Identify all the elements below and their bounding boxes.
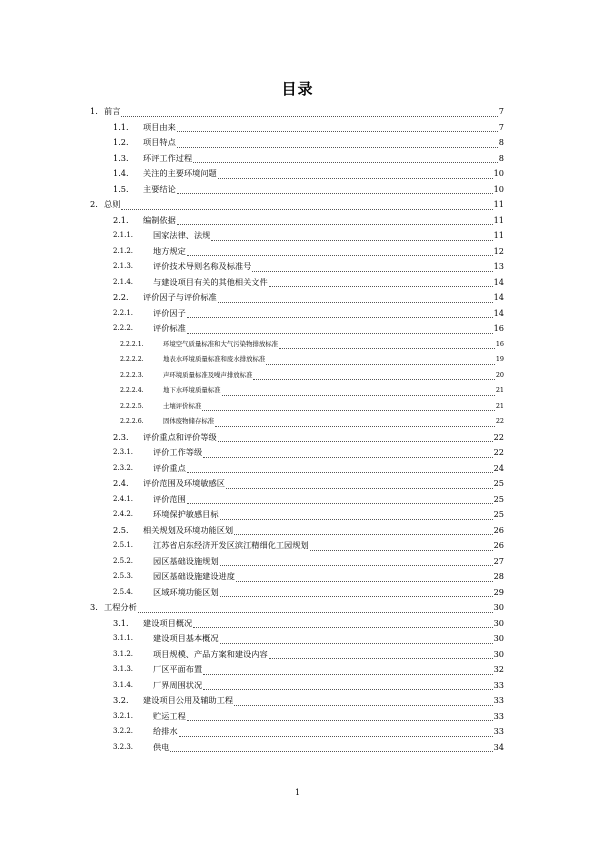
toc-entry[interactable] [90, 120, 504, 136]
toc-entry-line [153, 228, 504, 244]
dot-leader [187, 503, 493, 504]
dot-leader [220, 565, 493, 566]
toc-entry-number: 2.4.2. [113, 510, 134, 518]
toc-entry-page: 14 [493, 276, 504, 287]
dot-leader [220, 596, 493, 597]
toc-entry-label: 评价工作等级 [153, 447, 203, 457]
toc-entry[interactable] [90, 554, 504, 570]
toc-entry-line [153, 678, 504, 694]
dot-leader [218, 441, 493, 442]
toc-entry-line [153, 461, 504, 477]
dot-leader [177, 147, 498, 148]
toc-entry[interactable] [90, 182, 504, 198]
toc-entry-label: 评价因子 [153, 307, 186, 318]
table-of-contents [90, 104, 504, 755]
toc-entry-label: 环境空气质量标准和大气污染物排放标准 [163, 339, 279, 348]
toc-entry[interactable] [90, 678, 504, 694]
toc-entry[interactable] [90, 259, 504, 275]
dot-leader [310, 550, 493, 551]
toc-entry-number: 1.5. [113, 183, 129, 194]
toc-entry[interactable] [90, 507, 504, 523]
toc-entry-label: 环评工作过程 [143, 152, 193, 163]
toc-entry-number: 2.2. [113, 292, 129, 302]
dot-leader [222, 395, 495, 396]
dot-leader [203, 457, 492, 458]
toc-entry-line [153, 569, 504, 585]
toc-entry[interactable] [90, 569, 504, 585]
toc-entry-label: 环境保护敏感目标 [153, 509, 219, 519]
dot-leader [215, 426, 495, 427]
toc-entry-page: 26 [493, 540, 504, 550]
toc-entry-page: 30 [493, 602, 504, 612]
toc-entry-line [143, 523, 504, 539]
toc-entry-page: 33 [493, 695, 504, 705]
toc-entry[interactable] [90, 662, 504, 678]
toc-entry-line [163, 399, 504, 415]
toc-entry-label: 工程分析 [104, 602, 137, 612]
toc-entry-label: 评价范围 [153, 493, 186, 504]
toc-entry-line [163, 368, 504, 384]
toc-entry-page: 25 [493, 478, 504, 488]
toc-entry-number: 2.5.2. [113, 556, 134, 565]
page-number: 1 [294, 788, 301, 797]
toc-entry-page: 33 [493, 710, 504, 721]
dot-leader [202, 410, 495, 411]
toc-entry-number: 2. [90, 199, 98, 209]
toc-entry-label: 地下水环境质量标准 [163, 386, 221, 394]
toc-entry-label: 区域环境功能区划 [153, 586, 219, 597]
dot-leader [121, 209, 492, 210]
toc-entry-page: 22 [495, 417, 504, 425]
toc-entry[interactable] [90, 352, 504, 368]
toc-entry[interactable] [90, 600, 504, 616]
toc-entry-label: 建设项目基本概况 [153, 633, 219, 643]
toc-entry-label: 总则 [104, 199, 121, 209]
toc-entry-line [153, 709, 504, 725]
toc-entry-line [153, 275, 504, 291]
toc-entry-number: 1.2. [113, 137, 129, 147]
toc-entry-line [104, 600, 504, 616]
toc-entry-number: 3.1.4. [113, 680, 134, 689]
toc-entry-page: 8 [498, 137, 504, 147]
toc-entry-label: 相关规划及环境功能区划 [143, 524, 234, 535]
toc-entry[interactable] [90, 631, 504, 647]
toc-entry-page: 32 [493, 664, 504, 674]
toc-title: 目录 [281, 80, 314, 98]
toc-entry-page: 34 [493, 741, 504, 752]
toc-entry-page: 28 [493, 571, 504, 581]
toc-entry-label: 评价技术导则名称及标准号 [153, 261, 252, 271]
toc-entry-number: 2.2.1. [113, 308, 134, 317]
dot-leader [211, 240, 492, 241]
toc-entry-number: 2.2.2.5. [120, 402, 144, 410]
toc-entry-number: 1.1. [113, 121, 129, 132]
toc-entry-number: 2.5. [113, 524, 129, 535]
toc-entry-label: 评价因子与评价标准 [143, 292, 217, 302]
toc-entry[interactable] [90, 151, 504, 167]
toc-entry-label: 地方规定 [153, 245, 186, 256]
dot-leader [220, 519, 493, 520]
toc-entry-page: 19 [495, 355, 504, 363]
toc-entry-label: 贮运工程 [153, 710, 186, 721]
toc-entry-line [163, 337, 504, 353]
dot-leader [226, 488, 493, 489]
toc-entry-number: 2.2.2.1. [120, 340, 144, 348]
toc-entry-line [143, 151, 504, 167]
toc-entry[interactable] [90, 321, 504, 337]
toc-entry-number: 2.1.4. [113, 277, 134, 286]
dot-leader [234, 705, 493, 706]
dot-leader [218, 302, 493, 303]
toc-entry-label: 项目特点 [143, 137, 176, 147]
toc-entry-number: 2.1.1. [113, 231, 134, 239]
toc-entry[interactable] [90, 585, 504, 601]
toc-entry-label: 声环境质量标准及噪声排放标准 [163, 370, 253, 379]
toc-entry-page: 21 [495, 401, 504, 410]
toc-entry[interactable] [90, 445, 504, 461]
toc-entry-line [143, 166, 504, 182]
dot-leader [193, 162, 498, 163]
toc-entry-line [153, 740, 504, 756]
toc-entry-line [143, 430, 504, 446]
toc-entry-page: 24 [493, 462, 504, 473]
toc-entry-page: 16 [493, 323, 504, 333]
toc-entry-page: 7 [498, 106, 504, 116]
toc-entry-number: 3.2. [113, 695, 129, 705]
toc-entry[interactable] [90, 523, 504, 539]
toc-entry-page: 25 [493, 493, 504, 504]
toc-entry-page: 8 [498, 152, 504, 163]
toc-entry-label: 国家法律、法规 [153, 230, 211, 240]
toc-entry-page: 13 [493, 261, 504, 271]
toc-entry-label: 江苏省启东经济开发区滨江精细化工园规划 [153, 540, 309, 550]
toc-entry-number: 3.1.1. [113, 634, 134, 642]
toc-entry[interactable] [90, 430, 504, 446]
toc-entry-label: 与建设项目有关的其他相关文件 [153, 276, 268, 287]
toc-entry[interactable] [90, 290, 504, 306]
toc-entry-number: 2.3.1. [113, 448, 134, 456]
toc-entry[interactable] [90, 399, 504, 415]
toc-entry-number: 2.4.1. [113, 494, 134, 503]
toc-entry-line [153, 445, 504, 461]
dot-leader [193, 627, 492, 628]
toc-entry-page: 33 [493, 726, 504, 736]
toc-entry-page: 10 [493, 168, 504, 178]
toc-entry-page: 16 [495, 339, 504, 348]
toc-entry-label: 固体废物储存标准 [163, 417, 215, 425]
toc-entry-label: 建设项目公用及辅助工程 [143, 695, 234, 705]
toc-entry[interactable] [90, 476, 504, 492]
toc-entry-label: 厂界周围状况 [153, 679, 203, 690]
toc-entry-label: 土壤评价标准 [163, 401, 202, 410]
toc-entry[interactable] [90, 740, 504, 756]
toc-entry-line [153, 724, 504, 740]
toc-entry-page: 25 [493, 509, 504, 519]
toc-entry-page: 14 [493, 292, 504, 302]
dot-leader [177, 193, 493, 194]
toc-entry-page: 22 [493, 431, 504, 442]
toc-entry-line [143, 290, 504, 306]
toc-entry-page: 7 [498, 121, 504, 132]
dot-leader [269, 658, 493, 659]
toc-entry[interactable] [90, 337, 504, 353]
toc-entry-number: 2.2.2.6. [120, 418, 144, 425]
toc-entry-number: 3.2.1. [113, 711, 134, 720]
toc-entry-label: 评价重点和评价等级 [143, 431, 217, 442]
toc-entry-line [143, 120, 504, 136]
dot-leader [187, 255, 493, 256]
toc-entry[interactable] [90, 414, 504, 430]
toc-entry-label: 项目由来 [143, 121, 176, 132]
dot-leader [187, 472, 493, 473]
toc-entry-line [143, 693, 504, 709]
toc-entry-number: 2.5.4. [113, 587, 134, 596]
toc-entry-line [153, 538, 504, 554]
toc-entry-line [153, 244, 504, 260]
dot-leader [170, 751, 492, 752]
dot-leader [234, 534, 493, 535]
toc-entry-label: 前言 [104, 106, 121, 116]
toc-entry-number: 2.2.2.3. [120, 371, 144, 379]
toc-entry-page: 20 [495, 370, 504, 379]
toc-entry-line [153, 321, 504, 337]
toc-entry-number: 2.1.2. [113, 246, 134, 255]
toc-entry-page: 30 [493, 617, 504, 628]
dot-leader [187, 317, 493, 318]
toc-entry-number: 1. [90, 106, 98, 116]
toc-entry-line [153, 306, 504, 322]
toc-entry-page: 30 [493, 633, 504, 643]
toc-entry-line [153, 259, 504, 275]
toc-entry-number: 2.2.2. [113, 324, 134, 332]
toc-entry-page: 27 [493, 555, 504, 566]
toc-entry-page: 10 [493, 183, 504, 194]
toc-entry[interactable] [90, 383, 504, 399]
dot-leader [279, 348, 495, 349]
toc-entry-number: 3.1.2. [113, 649, 134, 658]
toc-entry[interactable] [90, 647, 504, 663]
toc-entry-label: 评价范围及环境敏感区 [143, 478, 225, 488]
toc-entry-page: 21 [495, 386, 504, 394]
toc-entry-number: 1.3. [113, 152, 129, 163]
toc-entry-number: 2.2.2.2. [120, 356, 144, 363]
toc-entry-number: 3. [90, 602, 98, 612]
dot-leader [187, 720, 493, 721]
toc-entry[interactable] [90, 228, 504, 244]
toc-entry-line [104, 197, 504, 213]
toc-entry-line [104, 104, 504, 120]
toc-entry-label: 关注的主要环境问题 [143, 168, 217, 178]
dot-leader [266, 364, 495, 365]
toc-entry[interactable] [90, 461, 504, 477]
toc-entry-number: 3.2.2. [113, 727, 134, 735]
toc-entry-line [143, 476, 504, 492]
dot-leader [179, 736, 493, 737]
toc-entry-line [153, 662, 504, 678]
toc-entry[interactable] [90, 616, 504, 632]
dot-leader [177, 224, 493, 225]
toc-entry[interactable] [90, 104, 504, 120]
toc-entry-line [153, 647, 504, 663]
dot-leader [203, 689, 492, 690]
toc-entry-label: 厂区平面布置 [153, 664, 203, 674]
toc-entry-page: 22 [493, 447, 504, 457]
toc-entry-label: 编制依据 [143, 214, 176, 225]
toc-entry-line [163, 414, 504, 430]
dot-leader [121, 116, 497, 117]
toc-entry-page: 33 [493, 679, 504, 690]
toc-entry-number: 3.1. [113, 617, 129, 628]
dot-leader [203, 674, 492, 675]
toc-entry-number: 2.5.3. [113, 572, 134, 580]
toc-entry[interactable] [90, 197, 504, 213]
toc-entry-line [143, 135, 504, 151]
toc-entry-number: 2.3. [113, 431, 129, 442]
toc-entry[interactable] [90, 135, 504, 151]
toc-entry-page: 14 [493, 307, 504, 318]
toc-entry-page: 11 [493, 230, 504, 240]
toc-entry[interactable] [90, 709, 504, 725]
toc-entry-number: 2.2.2.4. [120, 387, 144, 394]
toc-entry-number: 2.3.2. [113, 463, 134, 472]
toc-entry-number: 2.4. [113, 478, 129, 488]
toc-entry-page: 12 [493, 245, 504, 256]
toc-entry-label: 评价重点 [153, 462, 186, 473]
toc-entry[interactable] [90, 693, 504, 709]
toc-entry[interactable] [90, 166, 504, 182]
toc-entry-line [153, 631, 504, 647]
dot-leader [269, 286, 493, 287]
toc-entry-page: 29 [493, 586, 504, 597]
toc-entry-label: 供电 [153, 741, 170, 752]
toc-entry[interactable] [90, 368, 504, 384]
toc-entry-line [153, 507, 504, 523]
toc-entry-number: 2.1. [113, 214, 129, 225]
toc-entry-label: 建设项目概况 [143, 617, 193, 628]
toc-entry-line [153, 585, 504, 601]
dot-leader [187, 333, 493, 334]
toc-entry-label: 项目规模、产品方案和建设内容 [153, 648, 268, 659]
toc-entry-number: 2.5.1. [113, 541, 134, 549]
toc-entry-page: 30 [493, 648, 504, 659]
toc-entry-line [153, 492, 504, 508]
toc-entry-line [153, 554, 504, 570]
toc-entry-line [163, 383, 504, 399]
toc-entry-label: 给排水 [153, 726, 178, 736]
toc-entry-page: 26 [493, 524, 504, 535]
toc-entry[interactable] [90, 492, 504, 508]
dot-leader [253, 379, 494, 380]
toc-entry[interactable] [90, 213, 504, 229]
toc-entry-label: 评价标准 [153, 323, 186, 333]
toc-entry-number: 1.4. [113, 168, 129, 178]
toc-entry-line [143, 213, 504, 229]
toc-entry-number: 2.1.3. [113, 262, 134, 270]
dot-leader [218, 178, 493, 179]
toc-entry[interactable] [90, 724, 504, 740]
toc-entry[interactable] [90, 538, 504, 554]
dot-leader [220, 643, 493, 644]
toc-entry[interactable] [90, 306, 504, 322]
toc-entry-label: 园区基础设施建设进度 [153, 571, 235, 581]
toc-entry[interactable] [90, 275, 504, 291]
toc-entry[interactable] [90, 244, 504, 260]
dot-leader [236, 581, 493, 582]
toc-entry-page: 11 [493, 214, 504, 225]
toc-entry-page: 11 [493, 199, 504, 209]
toc-entry-line [163, 352, 504, 368]
toc-entry-number: 3.1.3. [113, 665, 134, 673]
dot-leader [138, 612, 493, 613]
toc-entry-label: 主要结论 [143, 183, 176, 194]
toc-entry-label: 地表水环境质量标准和废水排放标准 [163, 355, 266, 363]
dot-leader [177, 131, 498, 132]
toc-entry-line [143, 182, 504, 198]
toc-entry-line [143, 616, 504, 632]
dot-leader [252, 271, 492, 272]
toc-entry-number: 3.2.3. [113, 742, 134, 751]
toc-entry-label: 园区基础设施规划 [153, 555, 219, 566]
